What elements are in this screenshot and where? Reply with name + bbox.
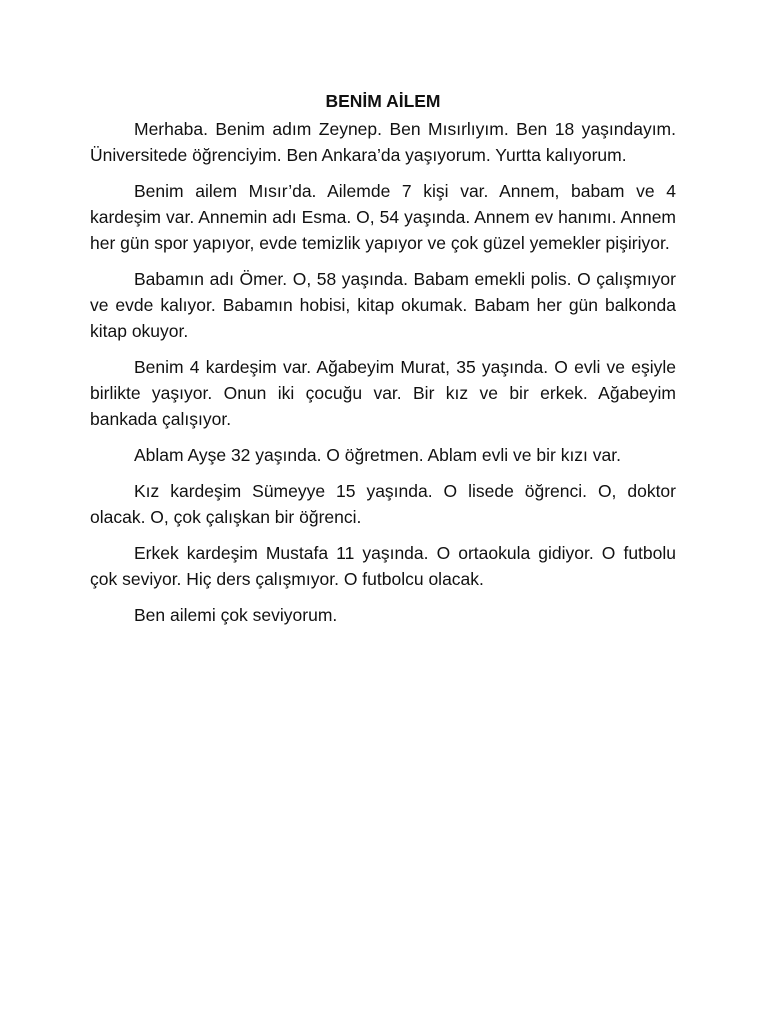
paragraph-intro: Merhaba. Benim adım Zeynep. Ben Mısırlıyım. Ben 18 yaşındayım. Üniversitede öğrenciyim. Ben Ankara’da yaşıyorum. Yurtta kalıyorum.: [90, 119, 676, 165]
paragraph-younger-sister: Kız kardeşim Sümeyye 15 yaşında. O lisede öğrenci. O, doktor olacak. O, çok çalışkan bir öğrenci.: [90, 481, 676, 527]
paragraph-family-mother: Benim ailem Mısır’da. Ailemde 7 kişi var. Annem, babam ve 4 kardeşim var. Annemin adı Esma. O, 54 yaşında. Annem ev hanımı. Annem her gün spor yapıyor, evde temizlik yapıyor ve çok güzel yemekler pişiriyor.: [90, 181, 676, 253]
document-title: BENİM AİLEM: [325, 91, 441, 111]
paragraph-older-sister: Ablam Ayşe 32 yaşında. O öğretmen. Ablam evli ve bir kızı var.: [134, 445, 621, 465]
paragraph-older-brother: Benim 4 kardeşim var. Ağabeyim Murat, 35 yaşında. O evli ve eşiyle birlikte yaşıyor. Onun iki çocuğu var. Bir kız ve bir erkek. Ağabeyim bankada çalışıyor.: [90, 357, 676, 429]
paragraph-father: Babamın adı Ömer. O, 58 yaşında. Babam emekli polis. O çalışmıyor ve evde kalıyor. Babamın hobisi, kitap okumak. Babam her gün balkonda kitap okuyor.: [90, 269, 676, 341]
document-body: [90, 88, 676, 638]
paragraph-younger-brother: Erkek kardeşim Mustafa 11 yaşında. O ortaokula gidiyor. O futbolu çok seviyor. Hiç ders çalışmıyor. O futbolcu olacak.: [90, 543, 676, 589]
paragraph-closing: Ben ailemi çok seviyorum.: [134, 605, 338, 625]
